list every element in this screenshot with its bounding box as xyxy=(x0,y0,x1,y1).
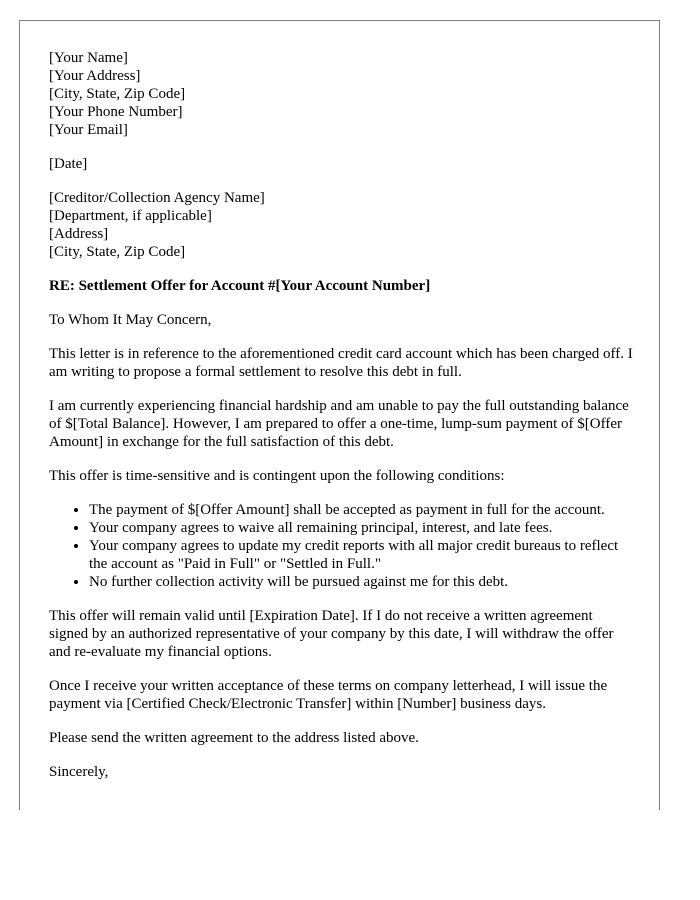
letter-page xyxy=(19,20,660,810)
recipient-city-state-zip: [City, State, Zip Code] xyxy=(49,244,186,260)
recipient-name: [Creditor/Collection Agency Name] xyxy=(49,190,265,206)
paragraph: I am currently experiencing financial hardship and am unable to pay the full outstanding balance of $[Total Balance]. However, I am prepared to offer a one-time, lump-sum payment of $[Offer Amount] in exchange for the full satisfaction of this debt. xyxy=(49,398,629,450)
paragraph: This letter is in reference to the aforementioned credit card account which has been charged off. I am writing to propose a formal settlement to resolve this debt in full. xyxy=(49,346,633,380)
recipient-department: [Department, if applicable] xyxy=(49,208,212,224)
condition-item: • Your company agrees to waive all remaining principal, interest, and late fees. xyxy=(89,519,634,537)
paragraph: This offer is time-sensitive and is contingent upon the following conditions: xyxy=(49,468,505,484)
paragraph: This offer will remain valid until [Expiration Date]. If I do not receive a written agreement signed by an authorized representative of your company by this date, I will withdraw the offer and re-evaluate my financial options. xyxy=(49,608,614,660)
paragraph: Please send the written agreement to the address listed above. xyxy=(49,730,419,746)
sender-block xyxy=(49,49,634,139)
sender-phone: [Your Phone Number] xyxy=(49,104,183,120)
signoff: Sincerely, xyxy=(49,764,109,780)
recipient-address: [Address] xyxy=(49,226,109,242)
salutation: To Whom It May Concern, xyxy=(49,312,212,328)
recipient-block xyxy=(49,189,634,261)
sender-city-state-zip: [City, State, Zip Code] xyxy=(49,86,186,102)
sender-address: [Your Address] xyxy=(49,68,141,84)
subject-line: RE: Settlement Offer for Account #[Your Account Number] xyxy=(49,278,431,294)
condition-item: • The payment of $[Offer Amount] shall be accepted as payment in full for the account. xyxy=(89,501,634,519)
condition-item: • Your company agrees to update my credit reports with all major credit bureaus to reflect the account as "Paid in Full" or "Settled in Full." xyxy=(89,537,634,573)
letter-body xyxy=(49,49,634,797)
paragraph: Once I receive your written acceptance of these terms on company letterhead, I will issue the payment via [Certified Check/Electronic Transfer] within [Number] business days. xyxy=(49,678,608,712)
condition-item: • No further collection activity will be pursued against me for this debt. xyxy=(89,573,634,591)
sender-email: [Your Email] xyxy=(49,122,128,138)
sender-name: [Your Name] xyxy=(49,50,128,66)
conditions-list xyxy=(49,501,634,591)
date-line: [Date] xyxy=(49,156,88,172)
